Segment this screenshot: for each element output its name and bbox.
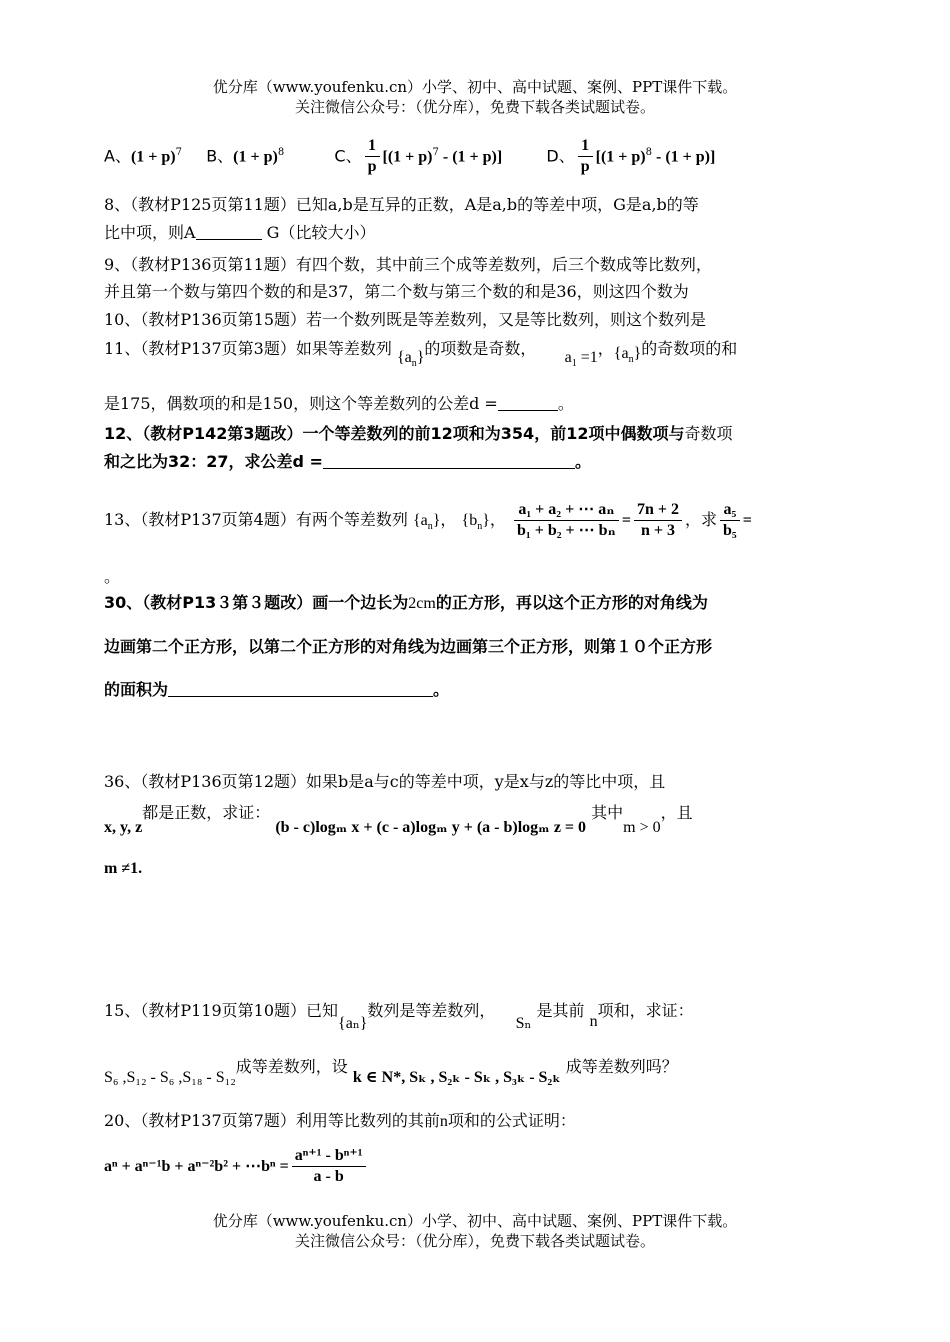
q15-k-expr: k ∈ N*, Sₖ , S₂ₖ - Sₖ , S₃ₖ - S₂ₖ: [352, 1069, 561, 1086]
q30-blank: [168, 680, 433, 697]
q30-line-3: [104, 679, 849, 701]
q15-line-2b: 成等差数列吗？: [565, 1057, 678, 1076]
q15-s-expr: S₆ ,S₁₂ - S₆ ,S₁₈ - S₁₂: [104, 1069, 236, 1086]
q15-line-1a: 15、（教材P119页第10题）已知: [104, 1001, 339, 1020]
q11-a1: $a_1 =1$: [564, 349, 598, 370]
q10-line-1: 10、（教材P136页第15题）若一个数列既是等差数列，又是等比数列，则这个数列是: [104, 310, 707, 329]
q7-b-exp: 8: [277, 147, 285, 158]
q7-c-label: C、: [334, 146, 362, 166]
q9-line-1: 9、（教材P136页第11题）有四个数，其中前三个成等差数列，后三个数成等比数列，: [104, 255, 712, 274]
q8-line-2: [104, 222, 849, 244]
q11-blank: [498, 394, 558, 411]
q15-line-2: [104, 1056, 849, 1090]
q12-line-1a: 12、（教材P142第3题改）一个等差数列的前12项和为354，前12项中偶数项与: [104, 424, 685, 443]
q11-line-2b: 。: [557, 394, 574, 413]
q7-options: [104, 133, 849, 177]
q12-line-1: [104, 423, 849, 445]
q36-line-2: [104, 802, 849, 842]
q13-eq-2: =: [742, 512, 752, 529]
q7-c-frac: $\frac{1}{p}$: [365, 136, 380, 177]
header-line-2: 关注微信公众号：（优分库），免费下载各类试题试卷。: [294, 98, 655, 116]
q11-line-1: [104, 338, 849, 375]
q13-line-2: 。: [104, 567, 121, 586]
q15-n: n: [589, 1013, 598, 1030]
q12-line-1b: 奇数项: [684, 424, 733, 443]
footer-line-1: 优分库（www.youfenku.cn）小学、初中、高中试题、案例、PPT课件下载。: [212, 1212, 738, 1230]
q30-line-3a: 的面积为: [104, 680, 169, 699]
q7-d-expr1: [(1 + p): [595, 148, 646, 166]
q7-b-label: B、: [206, 146, 234, 166]
q20-lhs: aⁿ + aⁿ⁻¹b + aⁿ⁻²b² + ⋯bⁿ =: [104, 1158, 289, 1175]
q8-blank: [196, 223, 262, 240]
q15-seq: {aₙ}: [338, 1015, 368, 1032]
q7-c-exp: 7: [432, 147, 439, 158]
q7-d-exp: 8: [645, 147, 652, 158]
q20-rhs-frac: $\frac{\text{aⁿ⁺¹ - bⁿ⁺¹}}{a - b}$: [292, 1146, 366, 1187]
q30-line-1a: 30、（教材P13３第３题改）画一个边长为: [104, 593, 409, 612]
q20-line-2: [104, 1138, 849, 1194]
q20-line-1b: 项和的公式证明：: [447, 1111, 576, 1130]
q7-b-expr: (1 + p): [233, 148, 278, 166]
q12-line-2a: 和之比为32：27，求公差d =: [104, 452, 323, 471]
q13-frac-3: $\frac{\text{a₅}}{\text{b₅}}$: [720, 500, 740, 541]
q13-eq-1: =: [621, 512, 631, 529]
q15-line-1c: 是其前: [536, 1001, 585, 1020]
q13-comma-2: ，: [489, 510, 506, 529]
q15-sn: Sₙ: [515, 1015, 532, 1032]
q11-line-1c: 的奇数项的和: [641, 339, 738, 358]
q13-seq-a: $\{a_n\}$: [412, 512, 441, 533]
q13-seq-b: $\{b_n\}$: [461, 512, 490, 533]
q20-line-1a: 20、（教材P137页第7题）利用等比数列的其前: [104, 1111, 440, 1130]
q8-line-2b: G（比较大小）: [266, 223, 376, 242]
q7-d-frac: $\frac{1}{p}$: [578, 136, 593, 177]
q36-formula: (b - c)logₘ x + (c - a)logₘ y + (a - b)logₘ z = 0: [275, 819, 587, 836]
footer-line-2: 关注微信公众号：（优分库），免费下载各类试题试卷。: [294, 1232, 655, 1250]
q11-line-2a: 是175，偶数项的和是150，则这个等差数列的公差d =: [104, 394, 498, 413]
q15-line-1: [104, 1000, 849, 1040]
q7-a-exp: 7: [175, 147, 182, 158]
q8-line-2a: 比中项，则A: [104, 223, 196, 242]
q7-c-expr2: - (1 + p)]: [438, 148, 503, 166]
q13-frac-2: $\frac{7n + 2}{n + 3}$: [634, 500, 682, 541]
q11-seq: $\{a_n\}$: [396, 349, 425, 370]
q7-d-label: D、: [546, 146, 575, 166]
q30-line-1: [104, 592, 849, 615]
q9-line-2: 并且第一个数与第四个数的和是37，第二个数与第三个数的和是36，则这四个数为: [104, 282, 689, 301]
q11-line-2: [104, 393, 849, 415]
q7-a-expr: (1 + p): [130, 148, 176, 166]
q7-c-expr1: [(1 + p): [382, 148, 433, 166]
q30-len: 2cm: [408, 595, 436, 612]
q11-line-1a: 11、（教材P137页第3题）如果等差数列: [104, 339, 392, 358]
q20-n: n: [439, 1113, 448, 1130]
q15-line-1d: 项和，求证：: [597, 1001, 694, 1020]
q13-line-1: [104, 492, 849, 548]
q11-line-1b: 的项数是奇数，: [424, 339, 537, 358]
q36-line-3: m ≠1.: [104, 860, 143, 877]
q13-qiu: ，求: [684, 510, 717, 529]
q36-line-1: 36、（教材P136页第12题）如果b是a与c的等差中项，y是x与z的等比中项，且: [104, 772, 666, 791]
q15-line-1b: 数列是等差数列，: [367, 1001, 496, 1020]
q7-a-label: A、: [104, 146, 131, 166]
q30-line-3b: 。: [433, 680, 450, 699]
q13-comma-1: ，: [440, 510, 457, 529]
q36-line-2a: 都是正数，求证：: [142, 803, 271, 822]
q30-line-2: 边画第二个正方形，以第二个正方形的对角线为边画第三个正方形，则第１０个正方形: [104, 637, 713, 656]
header-line-1: 优分库（www.youfenku.cn）小学、初中、高中试题、案例、PPT课件下载。: [212, 78, 738, 96]
q36-xyz: x, y, z: [104, 819, 143, 836]
q15-line-2a: 成等差数列，设: [235, 1057, 348, 1076]
q11-seq-2: $\{a_n\}$: [613, 345, 642, 366]
q12-line-2b: 。: [574, 452, 591, 471]
q11-comma: ，: [597, 339, 614, 358]
q36-cond: m > 0: [623, 819, 661, 836]
q13-line-1a: 13、（教材P137页第4题）有两个等差数列: [104, 510, 408, 529]
q12-line-2: [104, 451, 849, 473]
q12-blank: [323, 452, 575, 469]
q20-line-1: [104, 1110, 849, 1133]
q13-frac-1: $\frac{\text{a₁ + a₂ + ⋯ aₙ}}{\text{b₁ + b₂ + ⋯ bₙ}}$: [514, 500, 619, 541]
q30-line-1b: 的正方形，再以这个正方形的对角线为: [435, 593, 708, 612]
q36-line-2c: ，且: [660, 803, 693, 822]
q36-line-2b: 其中: [591, 803, 624, 822]
q7-d-expr2: - (1 + p)]: [652, 148, 716, 166]
q8-line-1: 8、（教材P125页第11题）已知a,b是互异的正数，A是a,b的等差中项，G是a,b的等: [104, 195, 699, 214]
